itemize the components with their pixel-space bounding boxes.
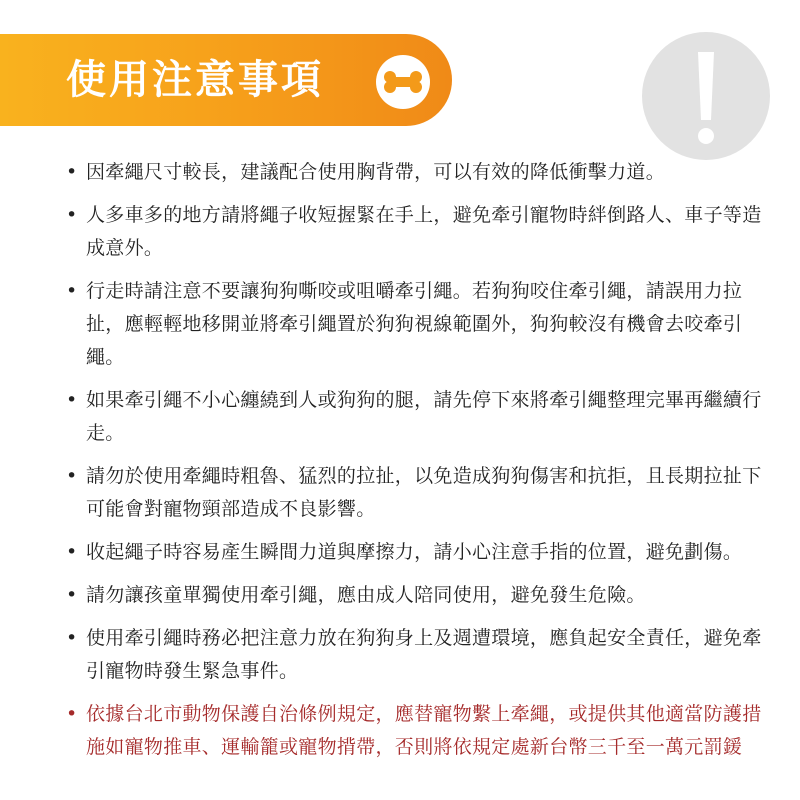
bullet: • — [66, 465, 78, 487]
exclamation-icon — [642, 32, 770, 160]
bullet: • — [66, 703, 78, 725]
notes-list — [62, 156, 762, 774]
bullet: • — [66, 161, 78, 183]
note-item — [62, 579, 762, 612]
note-text: 因牽繩尺寸較長，建議配合使用胸背帶，可以有效的降低衝擊力道。 — [86, 161, 666, 183]
bullet: • — [66, 204, 78, 226]
bullet: • — [66, 541, 78, 563]
note-item — [62, 384, 762, 450]
note-item — [62, 460, 762, 526]
bullet: • — [66, 584, 78, 606]
note-text: 依據台北市動物保護自治條例規定，應替寵物繫上牽繩，或提供其他適當防護措施如寵物推車、運輸籠或寵物揹帶，否則將依規定處新台幣三千至一萬元罰鍰 — [86, 703, 762, 758]
bone-icon — [376, 55, 430, 109]
note-item — [62, 622, 762, 688]
note-text: 請勿於使用牽繩時粗魯、猛烈的拉扯，以免造成狗狗傷害和抗拒，且長期拉扯下可能會對寵物頸部造成不良影響。 — [86, 465, 762, 520]
note-item — [62, 275, 762, 374]
bullet: • — [66, 280, 78, 302]
note-item — [62, 199, 762, 265]
note-text: 請勿讓孩童單獨使用牽引繩，應由成人陪同使用，避免發生危險。 — [86, 584, 646, 606]
note-text: 如果牽引繩不小心纏繞到人或狗狗的腿，請先停下來將牽引繩整理完畢再繼續行走。 — [86, 389, 762, 444]
bone-badge — [376, 55, 430, 109]
note-text: 人多車多的地方請將繩子收短握緊在手上，避免牽引寵物時絆倒路人、車子等造成意外。 — [86, 204, 762, 259]
note-text: 行走時請注意不要讓狗狗嘶咬或咀嚼牽引繩。若狗狗咬住牽引繩，請誤用力拉扯，應輕輕地移開並將牽引繩置於狗狗視線範圍外，狗狗較沒有機會去咬牽引繩。 — [86, 280, 743, 368]
note-item — [62, 156, 762, 189]
bullet: • — [66, 389, 78, 411]
legal-note-item — [62, 698, 762, 764]
bullet: • — [66, 627, 78, 649]
note-item — [62, 536, 762, 569]
page-title: 使用注意事項 — [66, 57, 324, 103]
note-text: 收起繩子時容易產生瞬間力道與摩擦力，請小心注意手指的位置，避免劃傷。 — [86, 541, 743, 563]
note-text: 使用牽引繩時務必把注意力放在狗狗身上及週遭環境，應負起安全責任，避免牽引寵物時發生緊急事件。 — [86, 627, 762, 682]
warning-badge — [642, 32, 770, 160]
